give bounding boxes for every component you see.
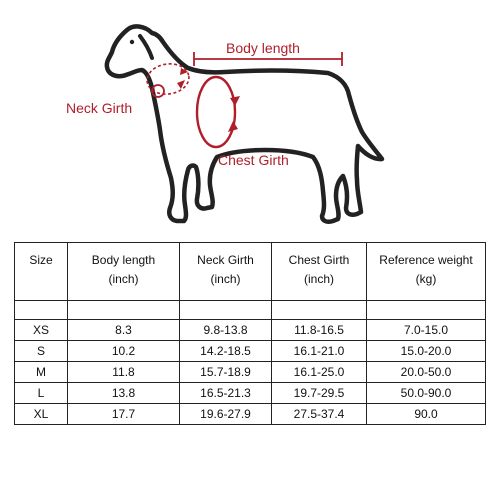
cell-body-length: 17.7 — [68, 404, 180, 425]
cell-reference-weight: 15.0-20.0 — [367, 341, 486, 362]
header-chest-girth-line: Chest Girth — [288, 253, 350, 267]
table-header-row — [15, 243, 486, 301]
cell-neck-girth: 15.7-18.9 — [180, 362, 272, 383]
cell-reference-weight: 20.0-50.0 — [367, 362, 486, 383]
table-row — [15, 362, 486, 383]
spacer-cell — [15, 301, 68, 320]
cell-reference-weight: 90.0 — [367, 404, 486, 425]
cell-body-length: 13.8 — [68, 383, 180, 404]
cell-chest-girth: 27.5-37.4 — [272, 404, 367, 425]
cell-size: XL — [15, 404, 68, 425]
cell-reference-weight: 50.0-90.0 — [367, 383, 486, 404]
spacer-cell — [367, 301, 486, 320]
cell-size: L — [15, 383, 68, 404]
cell-neck-girth: 16.5-21.3 — [180, 383, 272, 404]
cell-body-length: 11.8 — [68, 362, 180, 383]
dog-eye — [130, 40, 134, 44]
header-neck-girth — [180, 243, 272, 301]
header-chest-girth — [272, 243, 367, 301]
spacer-cell — [180, 301, 272, 320]
cell-chest-girth: 11.8-16.5 — [272, 320, 367, 341]
header-reference-weight-line: Reference weight — [379, 253, 473, 267]
chest-girth-arrow-icon-2 — [228, 121, 238, 132]
cell-chest-girth: 16.1-21.0 — [272, 341, 367, 362]
cell-neck-girth: 9.8-13.8 — [180, 320, 272, 341]
chest-girth-loop — [197, 77, 235, 147]
cell-reference-weight: 7.0-15.0 — [367, 320, 486, 341]
spacer-cell — [272, 301, 367, 320]
cell-body-length: 10.2 — [68, 341, 180, 362]
dog-diagram-svg — [0, 0, 500, 235]
table-row — [15, 404, 486, 425]
body-length-label: Body length — [226, 40, 300, 56]
cell-chest-girth: 19.7-29.5 — [272, 383, 367, 404]
table-row — [15, 383, 486, 404]
cell-neck-girth: 19.6-27.9 — [180, 404, 272, 425]
size-chart-table — [14, 242, 486, 425]
header-size-line: Size — [29, 253, 53, 267]
spacer-cell — [68, 301, 180, 320]
dog-ear — [140, 36, 152, 58]
header-neck-girth-line: Neck Girth — [197, 253, 254, 267]
cell-size: M — [15, 362, 68, 383]
table-row — [15, 341, 486, 362]
table-row — [15, 320, 486, 341]
chest-girth-label: Chest Girth — [218, 152, 289, 168]
cell-body-length: 8.3 — [68, 320, 180, 341]
header-body-length-line: Body length — [91, 253, 156, 267]
header-reference-weight — [367, 243, 486, 301]
header-chest-girth-unit: (inch) — [303, 272, 334, 286]
dog-measurement-diagram — [0, 0, 500, 235]
cell-chest-girth: 16.1-25.0 — [272, 362, 367, 383]
cell-size: S — [15, 341, 68, 362]
cell-size: XS — [15, 320, 68, 341]
header-neck-girth-unit: (inch) — [210, 272, 241, 286]
table-spacer-row — [15, 301, 486, 320]
neck-girth-label: Neck Girth — [66, 100, 133, 116]
chest-girth-arrow-icon — [230, 96, 240, 106]
header-body-length-unit: (inch) — [108, 272, 139, 286]
cell-neck-girth: 14.2-18.5 — [180, 341, 272, 362]
header-size — [15, 243, 68, 301]
header-body-length — [68, 243, 180, 301]
header-reference-weight-unit: (kg) — [415, 272, 437, 286]
